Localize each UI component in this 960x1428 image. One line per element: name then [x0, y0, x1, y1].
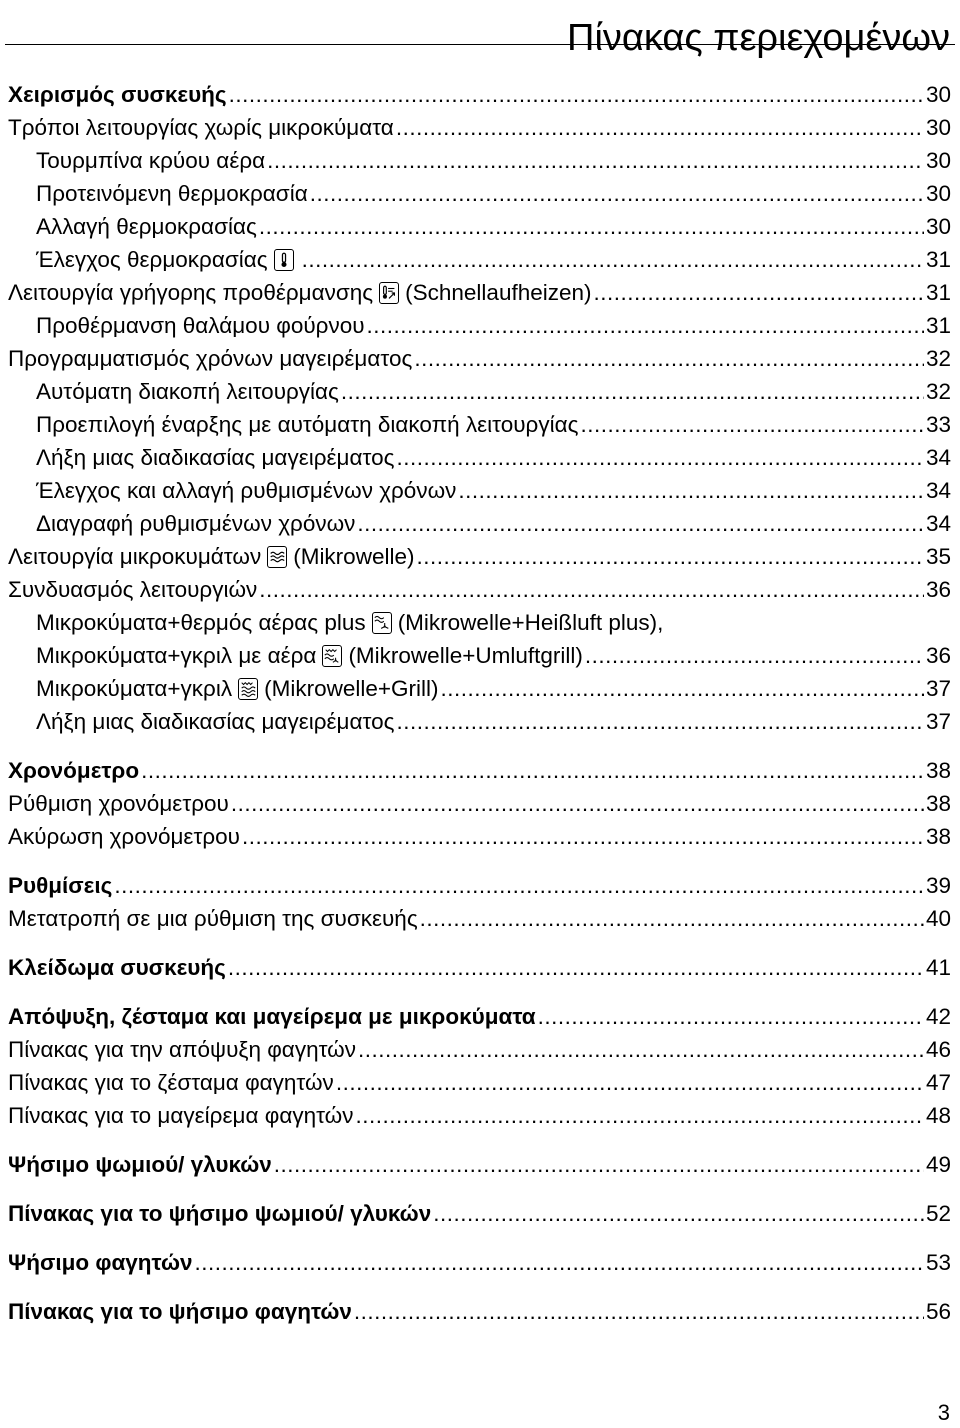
toc-entry[interactable]: [8, 902, 951, 935]
toc-entry[interactable]: [8, 177, 951, 210]
toc-entry-text: Μικροκύματα+γκριλ: [36, 676, 233, 701]
toc-entry-text: Αυτόματη διακοπή λειτουργίας: [36, 379, 339, 404]
toc-entry-suffix: (Schnellaufheizen): [405, 280, 592, 305]
toc-entry[interactable]: [8, 869, 951, 902]
toc-leader-dots: [242, 820, 924, 853]
microwave-grill-icon: [238, 678, 258, 700]
toc-leader-dots: [367, 309, 924, 342]
toc-leader-dots: [354, 1295, 924, 1328]
toc-entry[interactable]: [8, 639, 951, 672]
table-of-contents: [8, 78, 951, 1328]
toc-page-number: 38: [925, 791, 951, 816]
toc-entry[interactable]: [8, 606, 951, 639]
toc-entry-label: [36, 243, 300, 276]
toc-entry[interactable]: [8, 951, 951, 984]
toc-leader-dots: [114, 869, 924, 902]
toc-entry-label: [8, 1148, 272, 1181]
toc-entry-label: [36, 144, 265, 177]
toc-leader-dots: [228, 951, 924, 984]
toc-entry-label: [36, 309, 365, 342]
toc-entry-label: [36, 177, 308, 210]
toc-entry-text: Μετατροπή σε μια ρύθμιση της συσκευής: [8, 906, 418, 931]
toc-entry[interactable]: [8, 1197, 951, 1230]
toc-page-number: 30: [925, 115, 951, 140]
toc-page-number: 30: [925, 181, 951, 206]
toc-entry-label: [8, 540, 414, 573]
toc-entry-text: Πίνακας για το ζέσταμα φαγητών: [8, 1070, 334, 1095]
toc-entry[interactable]: [8, 309, 951, 342]
toc-entry-label: [36, 639, 583, 672]
toc-page-number: 34: [925, 478, 951, 503]
toc-entry-text: Απόψυξη, ζέσταμα και μαγείρεμα με μικροκύματα: [8, 1004, 536, 1029]
toc-entry-text: Ρυθμίσεις: [8, 873, 113, 898]
toc-leader-dots: [341, 375, 924, 408]
toc-leader-dots: [229, 78, 924, 111]
toc-leader-dots: [358, 1033, 924, 1066]
toc-page-number: 31: [925, 280, 951, 305]
toc-leader-dots: [420, 902, 924, 935]
toc-page-number: 34: [925, 445, 951, 470]
toc-entry-text: Προεπιλογή έναρξης με αυτόματη διακοπή λειτουργίας: [36, 412, 579, 437]
toc-entry-label: [36, 210, 257, 243]
toc-page-number: 46: [925, 1037, 951, 1062]
toc-page-number: 32: [925, 346, 951, 371]
toc-leader-dots: [433, 1197, 924, 1230]
toc-entry-text: Λειτουργία μικροκυμάτων: [8, 544, 262, 569]
toc-page-number: 37: [925, 676, 951, 701]
toc-entry-text: Λήξη μιας διαδικασίας μαγειρέματος: [36, 445, 395, 470]
toc-entry-label: [8, 869, 112, 902]
toc-entry-text: Πίνακας για την απόψυξη φαγητών: [8, 1037, 356, 1062]
toc-entry-text: Χρονόμετρο: [8, 758, 140, 783]
toc-page-number: 34: [925, 511, 951, 536]
toc-entry-text: Προθέρμανση θαλάμου φούρνου: [36, 313, 365, 338]
toc-entry[interactable]: [8, 1099, 951, 1132]
toc-entry-text: Λήξη μιας διαδικασίας μαγειρέματος: [36, 709, 395, 734]
toc-entry[interactable]: [8, 1295, 951, 1328]
toc-entry-suffix: (Mikrowelle+Umluftgrill): [348, 643, 583, 668]
toc-entry-text: Πίνακας για το ψήσιμο ψωμιού/ γλυκών: [8, 1201, 432, 1226]
toc-entry-label: [8, 78, 227, 111]
toc-page-number: 36: [925, 643, 951, 668]
toc-entry-text: Χειρισμός συσκευής: [8, 82, 227, 107]
toc-entry-label: [8, 1066, 334, 1099]
toc-entry[interactable]: [8, 441, 951, 474]
toc-entry-label: [8, 754, 139, 787]
toc-page-number: 56: [925, 1299, 951, 1324]
toc-page-number: 38: [925, 758, 951, 783]
toc-entry-text: Λειτουργία γρήγορης προθέρμανσης: [8, 280, 374, 305]
toc-entry[interactable]: [8, 78, 951, 111]
toc-leader-dots: [302, 243, 924, 276]
title-divider: [5, 44, 955, 45]
toc-entry-text: Τρόποι λειτουργίας χωρίς μικροκύματα: [8, 115, 394, 140]
toc-entry-text: Μικροκύματα+γκριλ με αέρα: [36, 643, 317, 668]
toc-page-number: 52: [925, 1201, 951, 1226]
toc-entry-text: Πίνακας για το μαγείρεμα φαγητών: [8, 1103, 354, 1128]
toc-page-number: 33: [925, 412, 951, 437]
toc-entry-label: [36, 441, 394, 474]
toc-page-number: 35: [925, 544, 951, 569]
toc-entry-label: [8, 111, 394, 144]
toc-page-number: 53: [925, 1250, 951, 1275]
toc-entry[interactable]: [8, 507, 951, 540]
toc-entry[interactable]: [8, 342, 951, 375]
toc-leader-dots: [396, 441, 924, 474]
toc-entry-label: [36, 705, 394, 738]
toc-leader-dots: [594, 276, 924, 309]
toc-leader-dots: [416, 540, 924, 573]
toc-entry-label: [8, 1197, 431, 1230]
toc-entry-label: [8, 1246, 192, 1279]
toc-entry[interactable]: [8, 276, 951, 309]
toc-entry[interactable]: [8, 408, 951, 441]
toc-entry[interactable]: [8, 111, 951, 144]
toc-entry-suffix: (Mikrowelle+Grill): [264, 676, 439, 701]
microwave-fan-grill-icon: [322, 645, 342, 667]
toc-entry-text: Πίνακας για το ψήσιμο φαγητών: [8, 1299, 352, 1324]
toc-entry-label: [8, 820, 240, 853]
toc-leader-dots: [259, 210, 924, 243]
toc-entry-text: Ρύθμιση χρονόμετρου: [8, 791, 229, 816]
toc-entry-label: [36, 474, 456, 507]
toc-entry-label: [8, 902, 418, 935]
toc-page-number: 41: [925, 955, 951, 980]
toc-page-number: 31: [925, 313, 951, 338]
toc-entry-label: [8, 1295, 352, 1328]
toc-entry-suffix: (Mikrowelle): [293, 544, 415, 569]
toc-leader-dots: [538, 1000, 924, 1033]
toc-entry-label: [36, 375, 339, 408]
toc-page-number: 30: [925, 214, 951, 239]
toc-entry[interactable]: [8, 540, 951, 573]
page-title: Πίνακας περιεχομένων: [567, 17, 950, 60]
toc-entry[interactable]: [8, 375, 951, 408]
toc-entry[interactable]: [8, 787, 951, 820]
toc-entry[interactable]: [8, 1000, 951, 1033]
rapid-heat-icon: [379, 282, 399, 304]
toc-entry-suffix: (Mikrowelle+Heißluft plus),: [397, 610, 664, 635]
toc-leader-dots: [396, 111, 924, 144]
toc-page-number: 37: [925, 709, 951, 734]
toc-entry-label: [8, 342, 412, 375]
toc-entry-text: Ψήσιμο ψωμιού/ γλυκών: [8, 1152, 272, 1177]
toc-leader-dots: [458, 474, 924, 507]
toc-entry[interactable]: [8, 243, 951, 276]
toc-entry-label: [36, 606, 663, 639]
toc-leader-dots: [357, 507, 924, 540]
toc-entry-label: [8, 787, 229, 820]
toc-entry[interactable]: [8, 705, 951, 738]
toc-entry-label: [8, 573, 257, 606]
toc-page-number: 39: [925, 873, 951, 898]
toc-entry[interactable]: [8, 1148, 951, 1181]
toc-leader-dots: [141, 754, 924, 787]
toc-page-number: 40: [925, 906, 951, 931]
toc-entry-text: Έλεγχος θερμοκρασίας: [36, 247, 268, 272]
toc-entry[interactable]: [8, 754, 951, 787]
toc-page-number: 32: [925, 379, 951, 404]
toc-entry-label: [8, 1033, 356, 1066]
toc-page-number: 30: [925, 148, 951, 173]
toc-entry-text: Προγραμματισμός χρόνων μαγειρέματος: [8, 346, 413, 371]
toc-entry-text: Συνδυασμός λειτουργιών: [8, 577, 258, 602]
toc-page-number: 31: [925, 247, 951, 272]
toc-leader-dots: [414, 342, 924, 375]
toc-entry-label: [36, 408, 578, 441]
toc-entry-text: Έλεγχος και αλλαγή ρυθμισμένων χρόνων: [36, 478, 457, 503]
toc-page-number: 38: [925, 824, 951, 849]
toc-entry[interactable]: [8, 144, 951, 177]
toc-leader-dots: [259, 573, 924, 606]
toc-leader-dots: [231, 787, 924, 820]
toc-leader-dots: [194, 1246, 923, 1279]
toc-leader-dots: [396, 705, 924, 738]
toc-entry-text: Ακύρωση χρονόμετρου: [8, 824, 240, 849]
toc-entry[interactable]: [8, 573, 951, 606]
microwave-icon: [267, 546, 287, 568]
toc-entry-label: [8, 1000, 536, 1033]
toc-page-number: 42: [925, 1004, 951, 1029]
toc-leader-dots: [580, 408, 924, 441]
toc-entry-text: Προτεινόμενη θερμοκρασία: [36, 181, 308, 206]
toc-entry[interactable]: [8, 1033, 951, 1066]
toc-page-number: 49: [925, 1152, 951, 1177]
toc-entry-text: Κλείδωμα συσκευής: [8, 955, 226, 980]
toc-entry-text: Τουρμπίνα κρύου αέρα: [36, 148, 266, 173]
toc-leader-dots: [441, 672, 924, 705]
toc-entry-text: Ψήσιμο φαγητών: [8, 1250, 193, 1275]
toc-entry-text: Διαγραφή ρυθμισμένων χρόνων: [36, 511, 356, 536]
toc-page-number: 48: [925, 1103, 951, 1128]
toc-entry[interactable]: [8, 1246, 951, 1279]
toc-leader-dots: [355, 1099, 923, 1132]
thermometer-icon: [274, 249, 294, 271]
toc-entry-label: [8, 1099, 353, 1132]
toc-entry[interactable]: [8, 474, 951, 507]
toc-entry[interactable]: [8, 1066, 951, 1099]
toc-entry-text: Αλλαγή θερμοκρασίας: [36, 214, 257, 239]
toc-entry[interactable]: [8, 820, 951, 853]
toc-leader-dots: [310, 177, 924, 210]
toc-entry-label: [36, 507, 355, 540]
toc-page-number: 47: [925, 1070, 951, 1095]
toc-page-number: 30: [925, 82, 951, 107]
toc-page-number: 36: [925, 577, 951, 602]
toc-entry[interactable]: [8, 672, 951, 705]
microwave-hot-air-icon: [372, 612, 392, 634]
toc-leader-dots: [585, 639, 924, 672]
toc-leader-dots: [267, 144, 924, 177]
toc-entry-text: Μικροκύματα+θερμός αέρας plus: [36, 610, 366, 635]
toc-entry-label: [8, 951, 226, 984]
toc-entry-label: [8, 276, 592, 309]
toc-leader-dots: [336, 1066, 924, 1099]
toc-leader-dots: [274, 1148, 924, 1181]
page-number: 3: [937, 1400, 950, 1425]
toc-entry-label: [36, 672, 439, 705]
toc-entry[interactable]: [8, 210, 951, 243]
